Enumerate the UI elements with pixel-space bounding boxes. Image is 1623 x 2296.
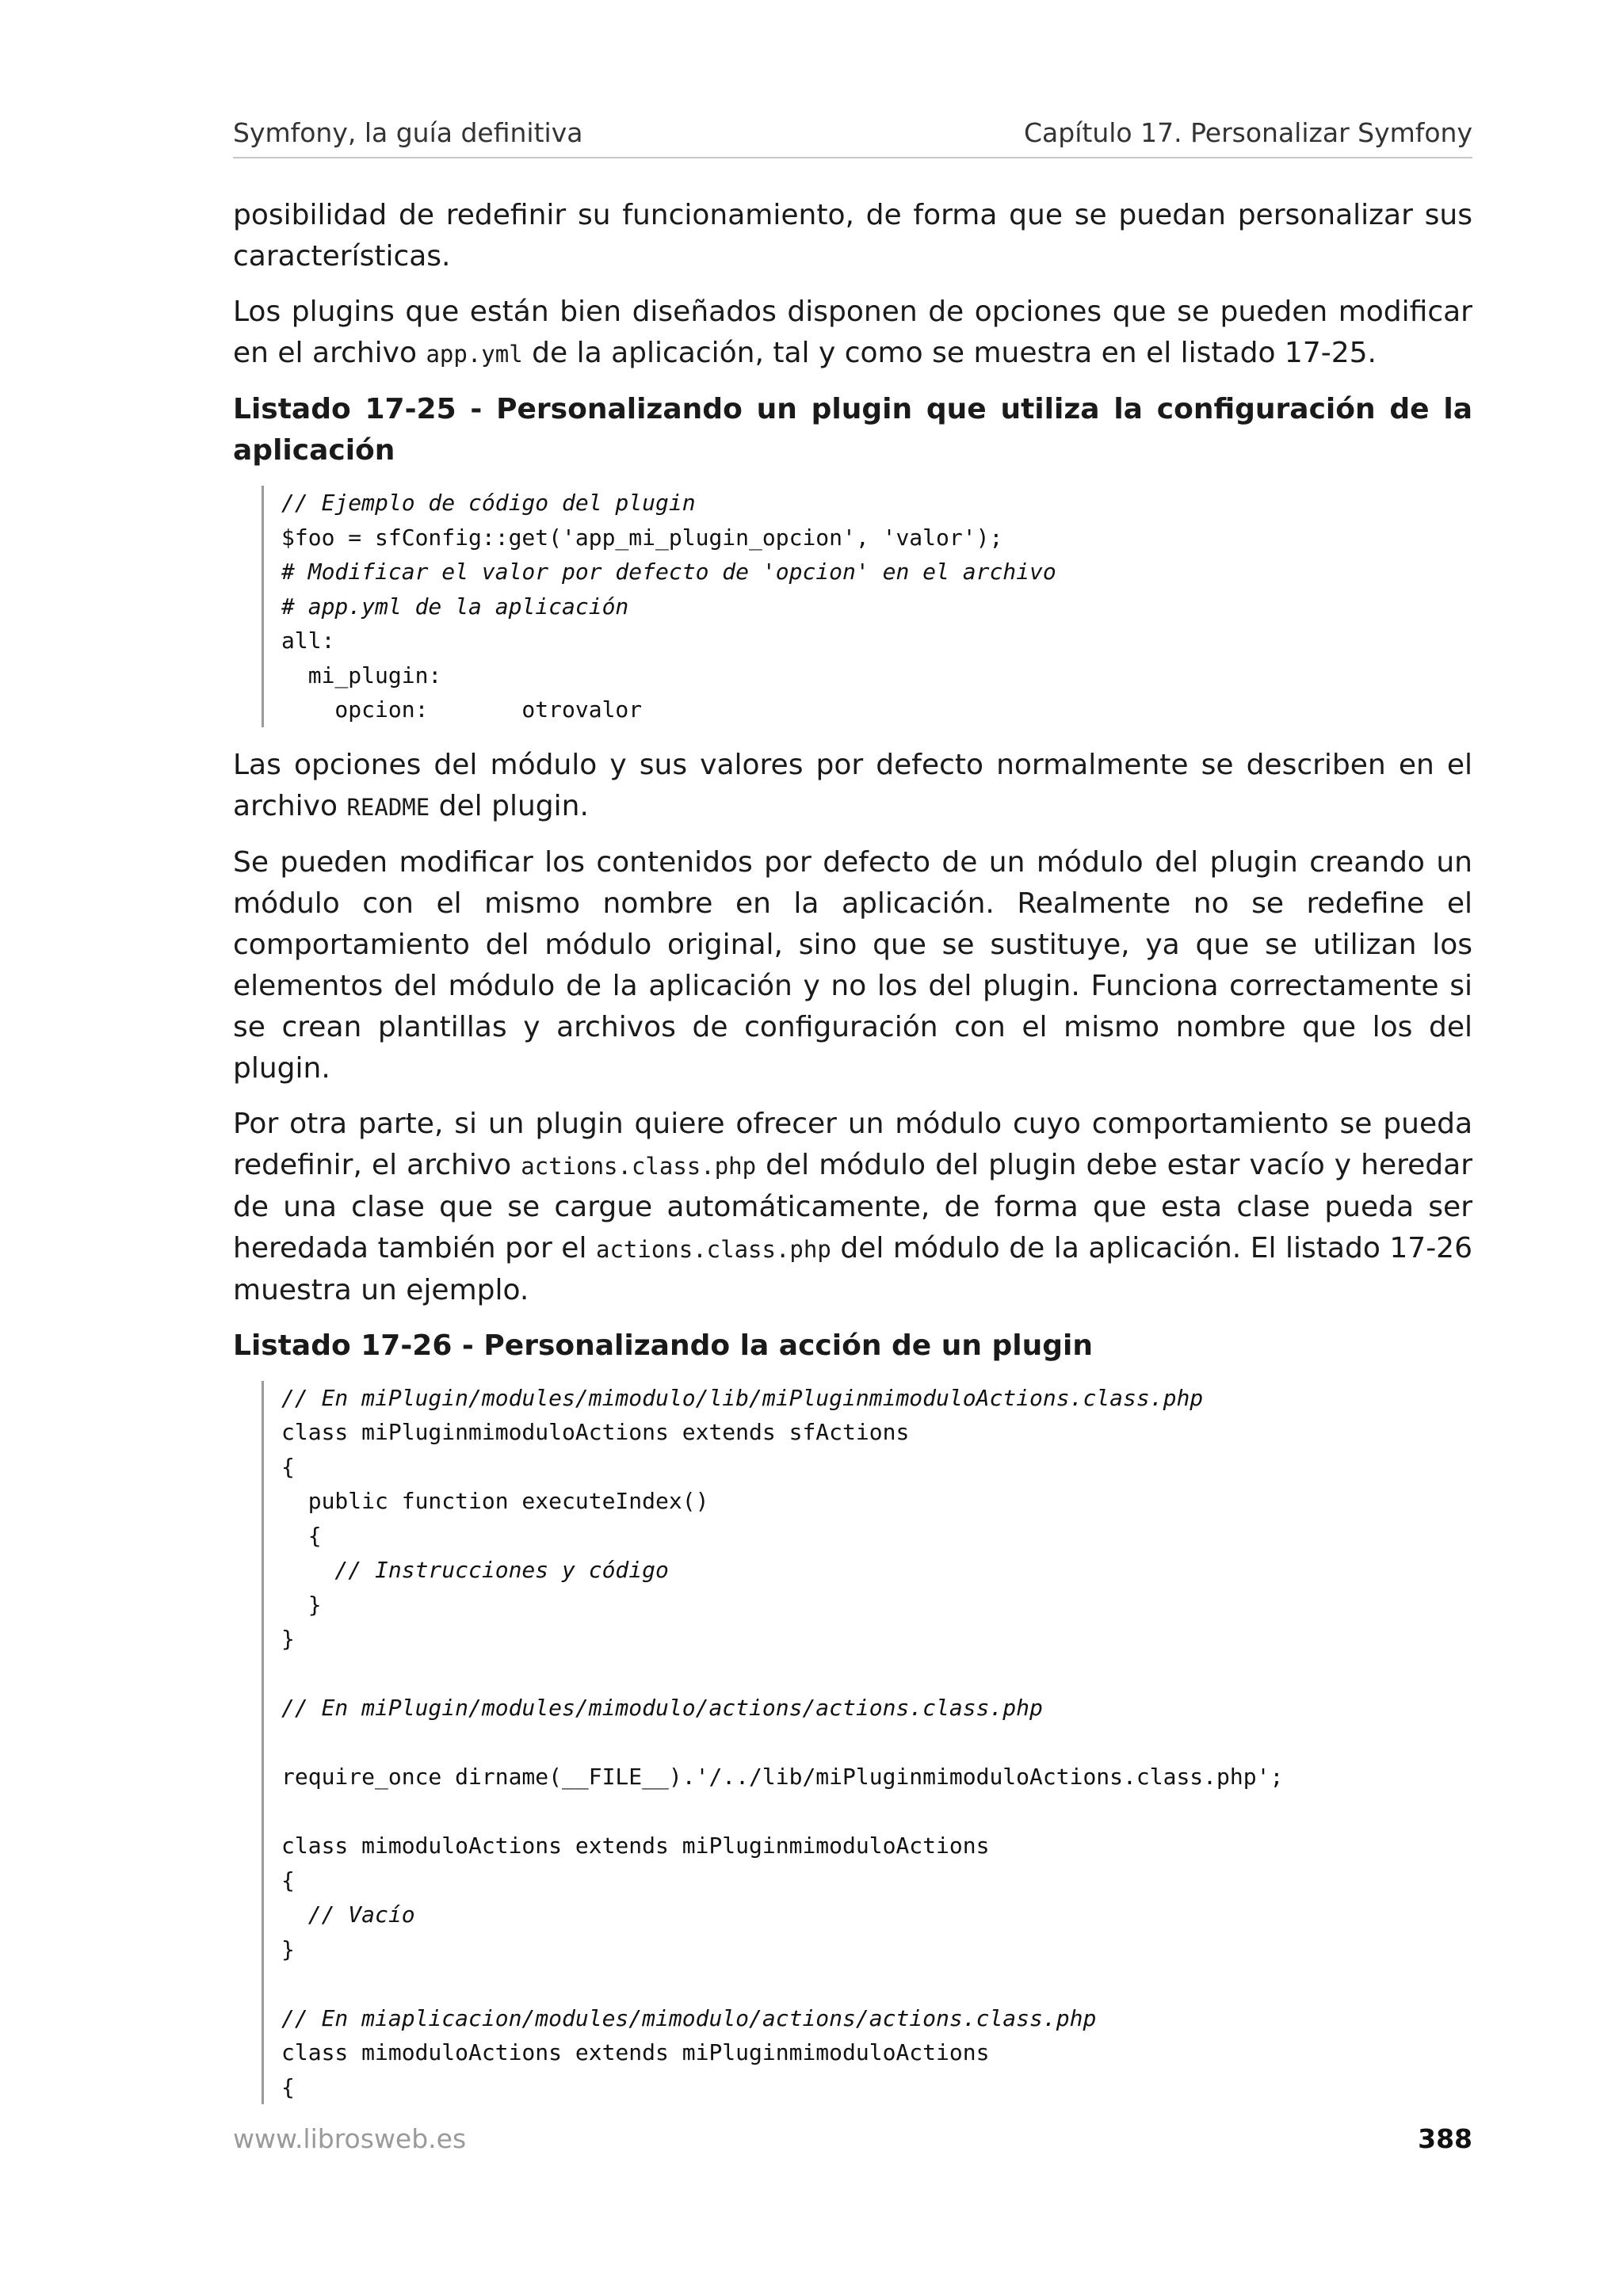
code-line: $foo = sfConfig::get('app_mi_plugin_opcion', 'valor'); [281,524,1003,551]
page-header [233,117,1472,158]
code-line: class miPluginmimoduloActions extends sfActions [281,1419,910,1445]
code-line: { [281,1453,295,1480]
paragraph-5-text-b: del módulo del plugin debe estar vacío y heredar de una clase que se cargue automáticamente, de forma que esta clase pueda ser heredada también por el [233,1148,1472,1264]
code-line: // En miaplicacion/modules/mimodulo/actions/actions.class.php [281,2004,1097,2031]
paragraph-3-text-b: del plugin. [430,789,589,822]
paragraph-5-text-c: del módulo de la aplicación. El listado 17-26 muestra un ejemplo. [233,1231,1472,1306]
code-line: } [281,1626,295,1652]
inline-code-actions-class-2: actions.class.php [596,1235,831,1263]
code-line: // En miPlugin/modules/mimodulo/lib/miPluginmimoduloActions.class.php [281,1384,1204,1411]
code-line: { [281,1867,295,1894]
code-line: { [281,1522,322,1549]
code-line: class mimoduloActions extends miPluginmimoduloActions [281,2039,990,2065]
code-line: # Modificar el valor por defecto de 'opcion' en el archivo [281,559,1056,585]
code-line: public function executeIndex() [281,1488,709,1514]
listing-17-26-title: Listado 17-26 - Personalizando la acción de un plugin [233,1329,1093,1362]
paragraph-4: Se pueden modificar los contenidos por defecto de un módulo del plugin creando un módulo con el mismo nombre en la aplicación. Realmente no se redefine el comportamiento del módulo original, sino que se sustituye, ya que se utilizan los elementos del módulo de la aplicación y no los del plugin. Funciona correctamente si se crean plantillas y archivos de configuración con el mismo nombre que los del plugin. [233,845,1472,1085]
paragraph-3 [233,745,1472,828]
paragraph-2 [233,292,1472,375]
code-line: // Ejemplo de código del plugin [281,490,696,516]
code-line: } [281,1591,322,1618]
code-line: // Vacío [281,1901,415,1928]
code-line: // Instrucciones y código [281,1557,669,1583]
page-footer [233,2123,1472,2163]
code-line [281,1966,1472,2001]
listing-17-25-title: Listado 17-25 - Personalizando un plugin que utiliza la configuración de la aplicación [233,393,1472,467]
code-line: all: [281,627,335,654]
listing-17-25-code [262,486,1472,727]
code-line: opcion: otrovalor [281,696,643,723]
code-line [281,1794,1472,1829]
paragraph-5-text-a: Por otra parte, si un plugin quiere ofrecer un módulo cuyo comportamiento se pueda redefinir, el archivo [233,1107,1472,1181]
code-line: { [281,2073,295,2100]
paragraph-5 [233,1104,1472,1311]
code-line: require_once dirname(__FILE__).'/../lib/miPluginmimoduloActions.class.php'; [281,1764,1284,1790]
code-line [281,1657,1472,1691]
website-link[interactable]: www.librosweb.es [233,2123,467,2154]
code-line [281,1726,1472,1760]
paragraph-1: posibilidad de redefinir su funcionamiento, de forma que se puedan personalizar sus características. [233,199,1472,273]
inline-code-app-yml: app.yml [426,341,523,368]
inline-code-actions-class-1: actions.class.php [521,1152,757,1180]
listing-17-26-code [262,1381,1472,2105]
code-line: class mimoduloActions extends miPluginmimoduloActions [281,1833,990,1859]
inline-code-readme: README [346,793,430,821]
page-content [233,195,1472,2122]
code-line: } [281,1936,295,1962]
code-line: // En miPlugin/modules/mimodulo/actions/actions.class.php [281,1695,1043,1721]
paragraph-2-text-a: Los plugins que están bien diseñados disponen de opciones que se pueden modificar en el archivo [233,296,1472,369]
book-title: Symfony, la guía definitiva [233,117,583,148]
paragraph-3-text-a: Las opciones del módulo y sus valores por defecto normalmente se describen en el archivo [233,748,1472,822]
code-line: # app.yml de la aplicación [281,593,629,620]
page-number: 388 [1418,2123,1472,2154]
chapter-title: Capítulo 17. Personalizar Symfony [1024,117,1472,148]
paragraph-2-text-b: de la aplicación, tal y como se muestra en el listado 17-25. [522,337,1377,369]
code-line: mi_plugin: [281,662,442,688]
